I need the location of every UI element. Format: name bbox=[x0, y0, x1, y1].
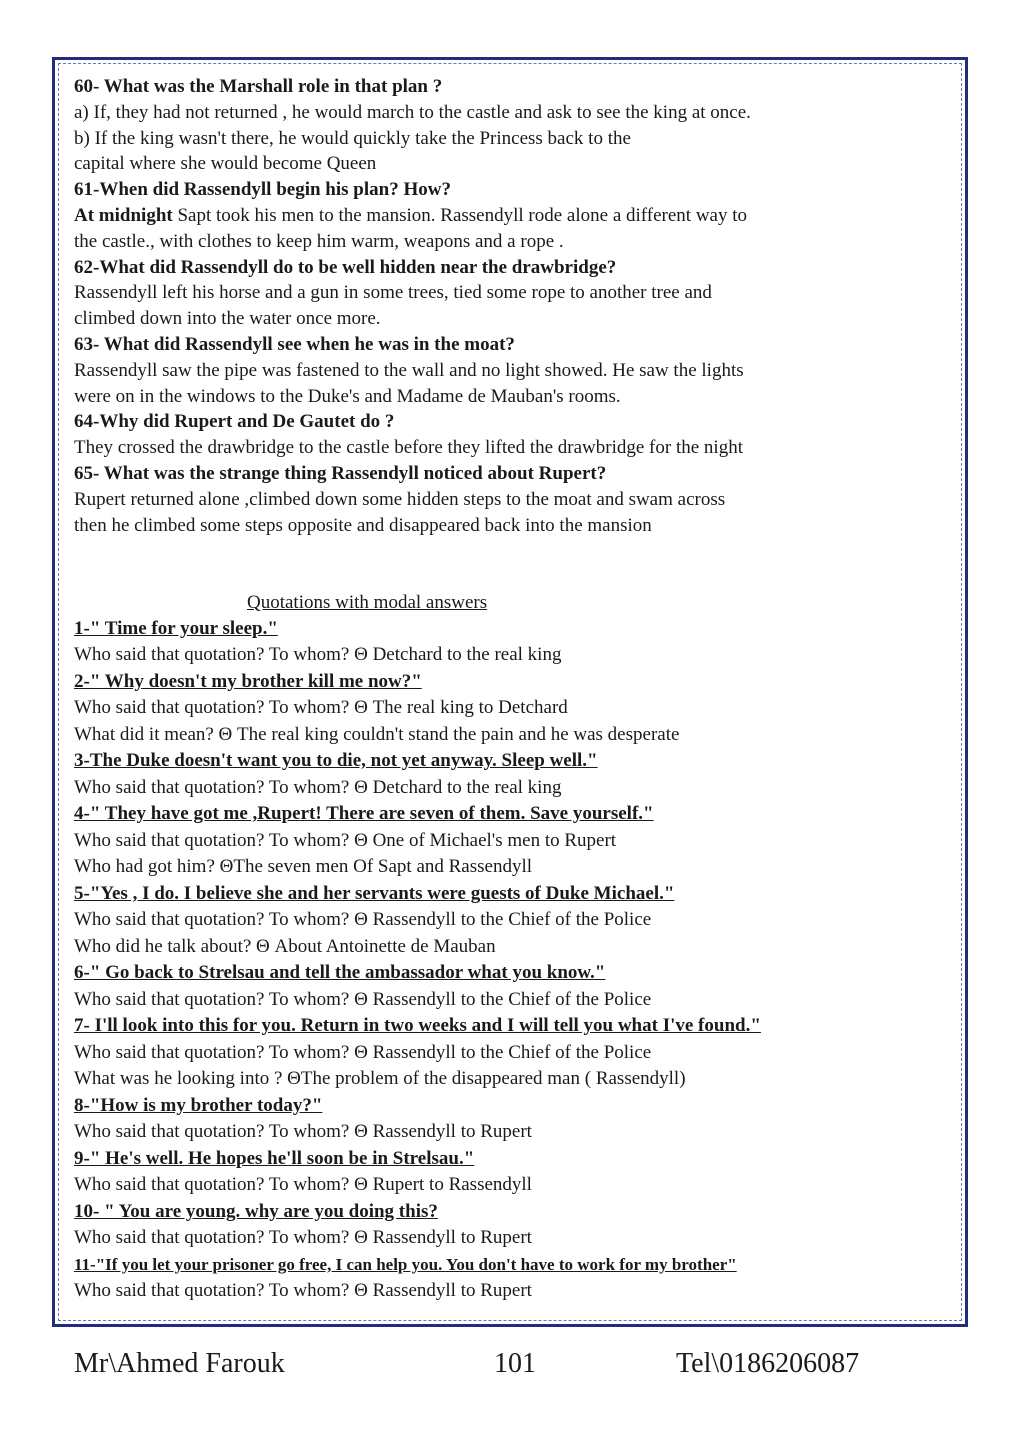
quotation-answer: What was he looking into ? ΘThe problem of the disappeared man ( Rassendyll) bbox=[74, 1068, 686, 1090]
answer-line bbox=[74, 203, 954, 229]
quotation-answer: Who said that quotation? To whom? Θ Detchard to the real king bbox=[74, 644, 562, 666]
question-61 bbox=[74, 177, 954, 254]
question-65 bbox=[74, 461, 954, 538]
quotation-text: 3-The Duke doesn't want you to die, not yet anyway. Sleep well." bbox=[74, 750, 598, 772]
question-63 bbox=[74, 332, 954, 409]
quotation-answer: What did it mean? Θ The real king couldn't stand the pain and he was desperate bbox=[74, 723, 680, 745]
quotation-10 bbox=[74, 1199, 954, 1252]
quotation-6 bbox=[74, 960, 954, 1013]
answer-lead: At midnight bbox=[74, 204, 173, 226]
quotation-5 bbox=[74, 881, 954, 961]
quotation-text: 9-" He's well. He hopes he'll soon be in Strelsau." bbox=[74, 1147, 475, 1169]
quotation-answer: Who said that quotation? To whom? Θ Rassendyll to Rupert bbox=[74, 1280, 532, 1302]
quotation-answer: Who said that quotation? To whom? Θ Detchard to the real king bbox=[74, 776, 562, 798]
question-title: 60- What was the Marshall role in that plan ? bbox=[74, 76, 443, 97]
quotation-answer: Who said that quotation? To whom? Θ Rassendyll to Rupert bbox=[74, 1227, 532, 1249]
quotation-7 bbox=[74, 1013, 954, 1093]
quotation-answer: Who said that quotation? To whom? Θ Rupert to Rassendyll bbox=[74, 1174, 532, 1196]
page-footer bbox=[0, 1348, 1024, 1388]
quotation-answer: Who said that quotation? To whom? Θ Rassendyll to the Chief of the Police bbox=[74, 1041, 652, 1063]
answer-line: a) If, they had not returned , he would march to the castle and ask to see the king at once. bbox=[74, 101, 751, 123]
quotation-answer: Who did he talk about? Θ About Antoinette de Mauban bbox=[74, 935, 496, 957]
question-62 bbox=[74, 255, 954, 332]
answer-line: were on in the windows to the Duke's and Madame de Mauban's rooms. bbox=[74, 385, 621, 407]
quotation-answer: Who said that quotation? To whom? Θ One of Michael's men to Rupert bbox=[74, 829, 617, 851]
answer-line: They crossed the drawbridge to the castle before they lifted the drawbridge for the night bbox=[74, 437, 743, 459]
quotation-1 bbox=[74, 616, 954, 669]
quotation-text: 11-"If you let your prisoner go free, I can help you. You don't have to work for my brother" bbox=[74, 1254, 737, 1274]
quotation-answer: Who said that quotation? To whom? Θ The real king to Detchard bbox=[74, 697, 568, 719]
question-title: 63- What did Rassendyll see when he was in the moat? bbox=[74, 333, 515, 355]
page-content bbox=[74, 74, 954, 1305]
section-spacer bbox=[74, 538, 954, 590]
quotation-4 bbox=[74, 801, 954, 881]
question-title: 62-What did Rassendyll do to be well hidden near the drawbridge? bbox=[74, 256, 617, 278]
question-64 bbox=[74, 409, 954, 461]
quotation-text: 2-" Why doesn't my brother kill me now?" bbox=[74, 670, 422, 692]
question-title: 64-Why did Rupert and De Gautet do ? bbox=[74, 411, 395, 433]
answer-line: capital where she would become Queen bbox=[74, 153, 377, 175]
answer-line: climbed down into the water once more. bbox=[74, 308, 381, 330]
footer-author: Mr\Ahmed Farouk bbox=[74, 1348, 285, 1379]
quotation-11 bbox=[74, 1252, 954, 1305]
quotation-2 bbox=[74, 669, 954, 749]
quotation-answer: Who had got him? ΘThe seven men Of Sapt and Rassendyll bbox=[74, 856, 533, 878]
quotation-text: 4-" They have got me ,Rupert! There are seven of them. Save yourself." bbox=[74, 803, 654, 825]
quotation-text: 6-" Go back to Strelsau and tell the ambassador what you know." bbox=[74, 962, 606, 984]
quotations-heading: Quotations with modal answers bbox=[247, 591, 488, 613]
quotation-text: 1-" Time for your sleep." bbox=[74, 617, 278, 639]
quotation-text: 10- " You are young. why are you doing this? bbox=[74, 1200, 438, 1222]
quotation-answer: Who said that quotation? To whom? Θ Rassendyll to the Chief of the Police bbox=[74, 988, 652, 1010]
answer-line: Rassendyll left his horse and a gun in some trees, tied some rope to another tree and bbox=[74, 282, 712, 304]
quotation-8 bbox=[74, 1093, 954, 1146]
answer-line: Rassendyll saw the pipe was fastened to the wall and no light showed. He saw the lights bbox=[74, 359, 744, 381]
answer-line: b) If the king wasn't there, he would quickly take the Princess back to the bbox=[74, 127, 631, 149]
footer-phone: Tel\0186206087 bbox=[676, 1348, 860, 1379]
footer-page-number: 101 bbox=[494, 1348, 536, 1379]
quotation-3 bbox=[74, 748, 954, 801]
quotation-9 bbox=[74, 1146, 954, 1199]
quotation-text: 5-"Yes , I do. I believe she and her servants were guests of Duke Michael." bbox=[74, 882, 675, 904]
question-title: 65- What was the strange thing Rassendyll noticed about Rupert? bbox=[74, 462, 607, 484]
answer-text: Sapt took his men to the mansion. Rassendyll rode alone a different way to bbox=[172, 204, 748, 226]
question-60 bbox=[74, 74, 954, 177]
quotation-text: 8-"How is my brother today?" bbox=[74, 1094, 323, 1116]
answer-line: then he climbed some steps opposite and disappeared back into the mansion bbox=[74, 514, 652, 536]
quotation-answer: Who said that quotation? To whom? Θ Rassendyll to the Chief of the Police bbox=[74, 909, 652, 931]
quotation-text: 7- I'll look into this for you. Return in two weeks and I will tell you what I've found." bbox=[74, 1015, 761, 1037]
answer-line: the castle., with clothes to keep him warm, weapons and a rope . bbox=[74, 230, 564, 252]
question-title: 61-When did Rassendyll begin his plan? How? bbox=[74, 179, 451, 201]
quotation-answer: Who said that quotation? To whom? Θ Rassendyll to Rupert bbox=[74, 1121, 532, 1143]
answer-line: Rupert returned alone ,climbed down some hidden steps to the moat and swam across bbox=[74, 488, 726, 510]
